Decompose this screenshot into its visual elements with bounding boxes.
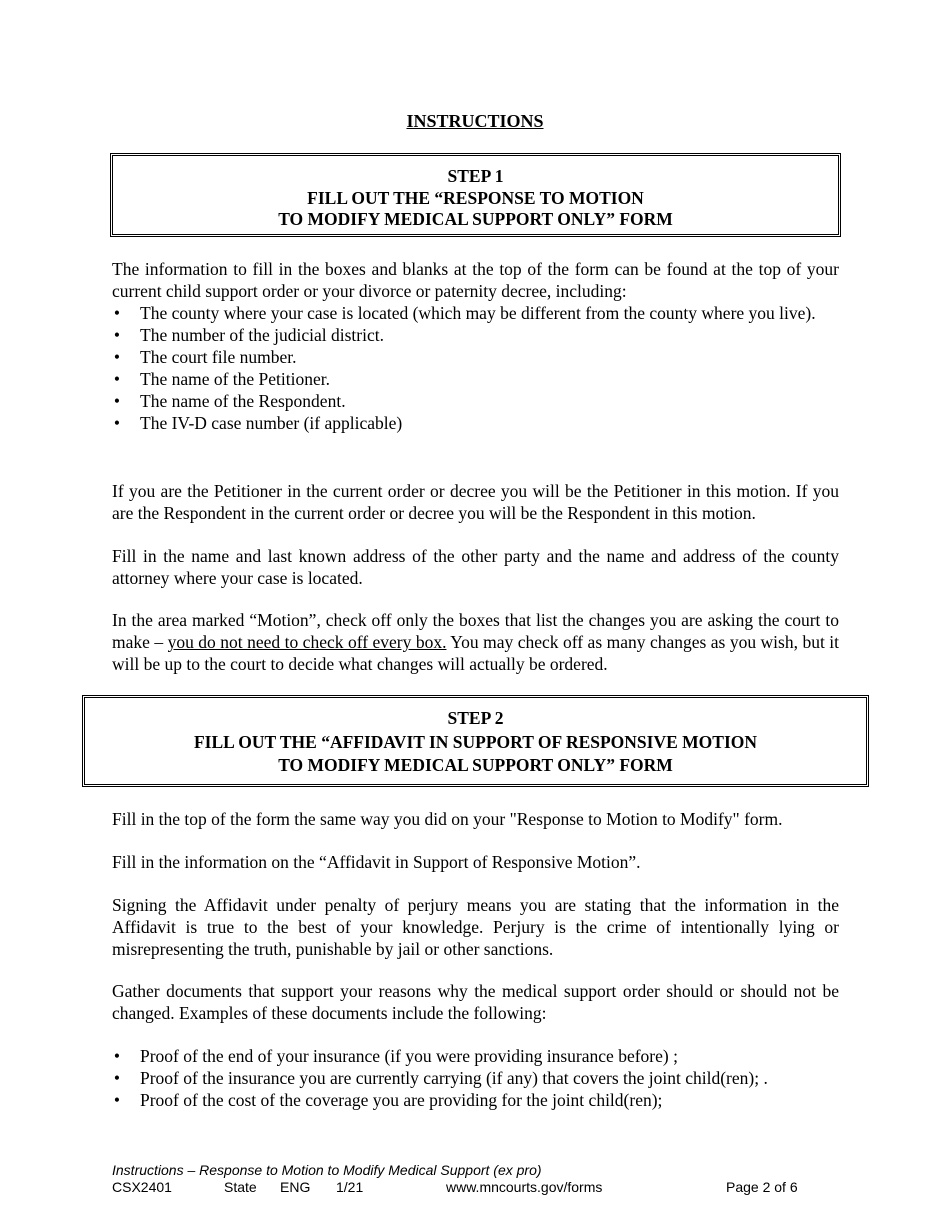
emphasis-underlined: you do not need to check off every box.: [167, 632, 447, 652]
affidavit-info-paragraph: Fill in the information on the “Affidavit in Support of Responsive Motion”.: [112, 852, 641, 872]
page-heading: INSTRUCTIONS: [406, 111, 544, 131]
perjury-paragraph: Signing the Affidavit under penalty of perjury means you are stating that the information in the Affidavit is true to the best of your knowledge. Perjury is the crime of intentionally lying or misrepresenting the truth, punishable by jail or other sanctions.: [112, 895, 839, 959]
petitioner-paragraph: If you are the Petitioner in the current order or decree you will be the Petitioner in this motion. If you are the Respondent in the current order or decree you will be the Respondent in this motion.: [112, 481, 839, 523]
step1-box: [110, 153, 841, 237]
list-item: • The name of the Petitioner.: [113, 369, 331, 389]
step1-intro: The information to fill in the boxes and blanks at the top of the form can be found at the top of your current child support order or your divorce or paternity decree, including:: [112, 259, 839, 301]
step1-bullet-list: [112, 302, 839, 434]
bullet-icon: •: [113, 369, 121, 389]
list-item: • The IV-D case number (if applicable): [113, 413, 403, 433]
step1-title-line1: FILL OUT THE “RESPONSE TO MOTION: [307, 187, 644, 208]
footer-form-code: CSX2401: [112, 1179, 172, 1195]
step2-number: STEP 2: [447, 708, 504, 728]
step2-title-line2: TO MODIFY MEDICAL SUPPORT ONLY” FORM: [278, 755, 673, 775]
list-item: • Proof of the cost of the coverage you are providing for the joint child(ren);: [113, 1090, 663, 1110]
list-item: • The county where your case is located (which may be different from the county where you live).: [113, 303, 816, 323]
bullet-icon: •: [113, 303, 121, 323]
gather-documents-paragraph: Gather documents that support your reasons why the medical support order should or should not be changed. Examples of these documents include the following:: [112, 981, 839, 1023]
list-item: • Proof of the insurance you are currently carrying (if any) that covers the joint child(ren); .: [113, 1068, 768, 1088]
motion-paragraph: In the area marked “Motion”, check off only the boxes that list the changes you are asking the court to make – you do not need to check off every box. You may check off as many changes as you wish, but it will be up to the court to decide what changes will actually be ordered.: [112, 610, 839, 674]
form-top-paragraph: Fill in the top of the form the same way you did on your "Response to Motion to Modify" form.: [112, 809, 783, 829]
bullet-icon: •: [113, 1090, 121, 1110]
footer-revision: 1/21: [336, 1179, 364, 1195]
list-item: • The number of the judicial district.: [113, 325, 384, 345]
bullet-icon: •: [113, 1068, 121, 1088]
footer-page-number: Page 2 of 6: [726, 1179, 798, 1195]
page-footer: [112, 1162, 839, 1196]
bullet-icon: •: [113, 325, 121, 345]
bullet-icon: •: [113, 413, 121, 433]
step2-bullet-list: [112, 1045, 839, 1111]
footer-website: www.mncourts.gov/forms: [446, 1179, 603, 1195]
footer-meta-row: [112, 1179, 839, 1196]
step2-box: [82, 695, 869, 787]
list-item: • The court file number.: [113, 347, 297, 367]
step2-title-line1: FILL OUT THE “AFFIDAVIT IN SUPPORT OF RESPONSIVE MOTION: [193, 731, 758, 752]
footer-title: Instructions – Response to Motion to Modify Medical Support (ex pro): [112, 1162, 542, 1178]
list-item: • The name of the Respondent.: [113, 391, 346, 411]
footer-language: ENG: [280, 1179, 311, 1195]
step1-number: STEP 1: [447, 166, 504, 186]
bullet-icon: •: [113, 347, 121, 367]
footer-jurisdiction: State: [224, 1179, 257, 1195]
step1-title-line2: TO MODIFY MEDICAL SUPPORT ONLY” FORM: [278, 209, 673, 229]
bullet-icon: •: [113, 1046, 121, 1066]
bullet-icon: •: [113, 391, 121, 411]
list-item: • Proof of the end of your insurance (if you were providing insurance before) ;: [113, 1046, 678, 1066]
other-party-paragraph: Fill in the name and last known address of the other party and the name and address of the county attorney where your case is located.: [112, 546, 839, 588]
